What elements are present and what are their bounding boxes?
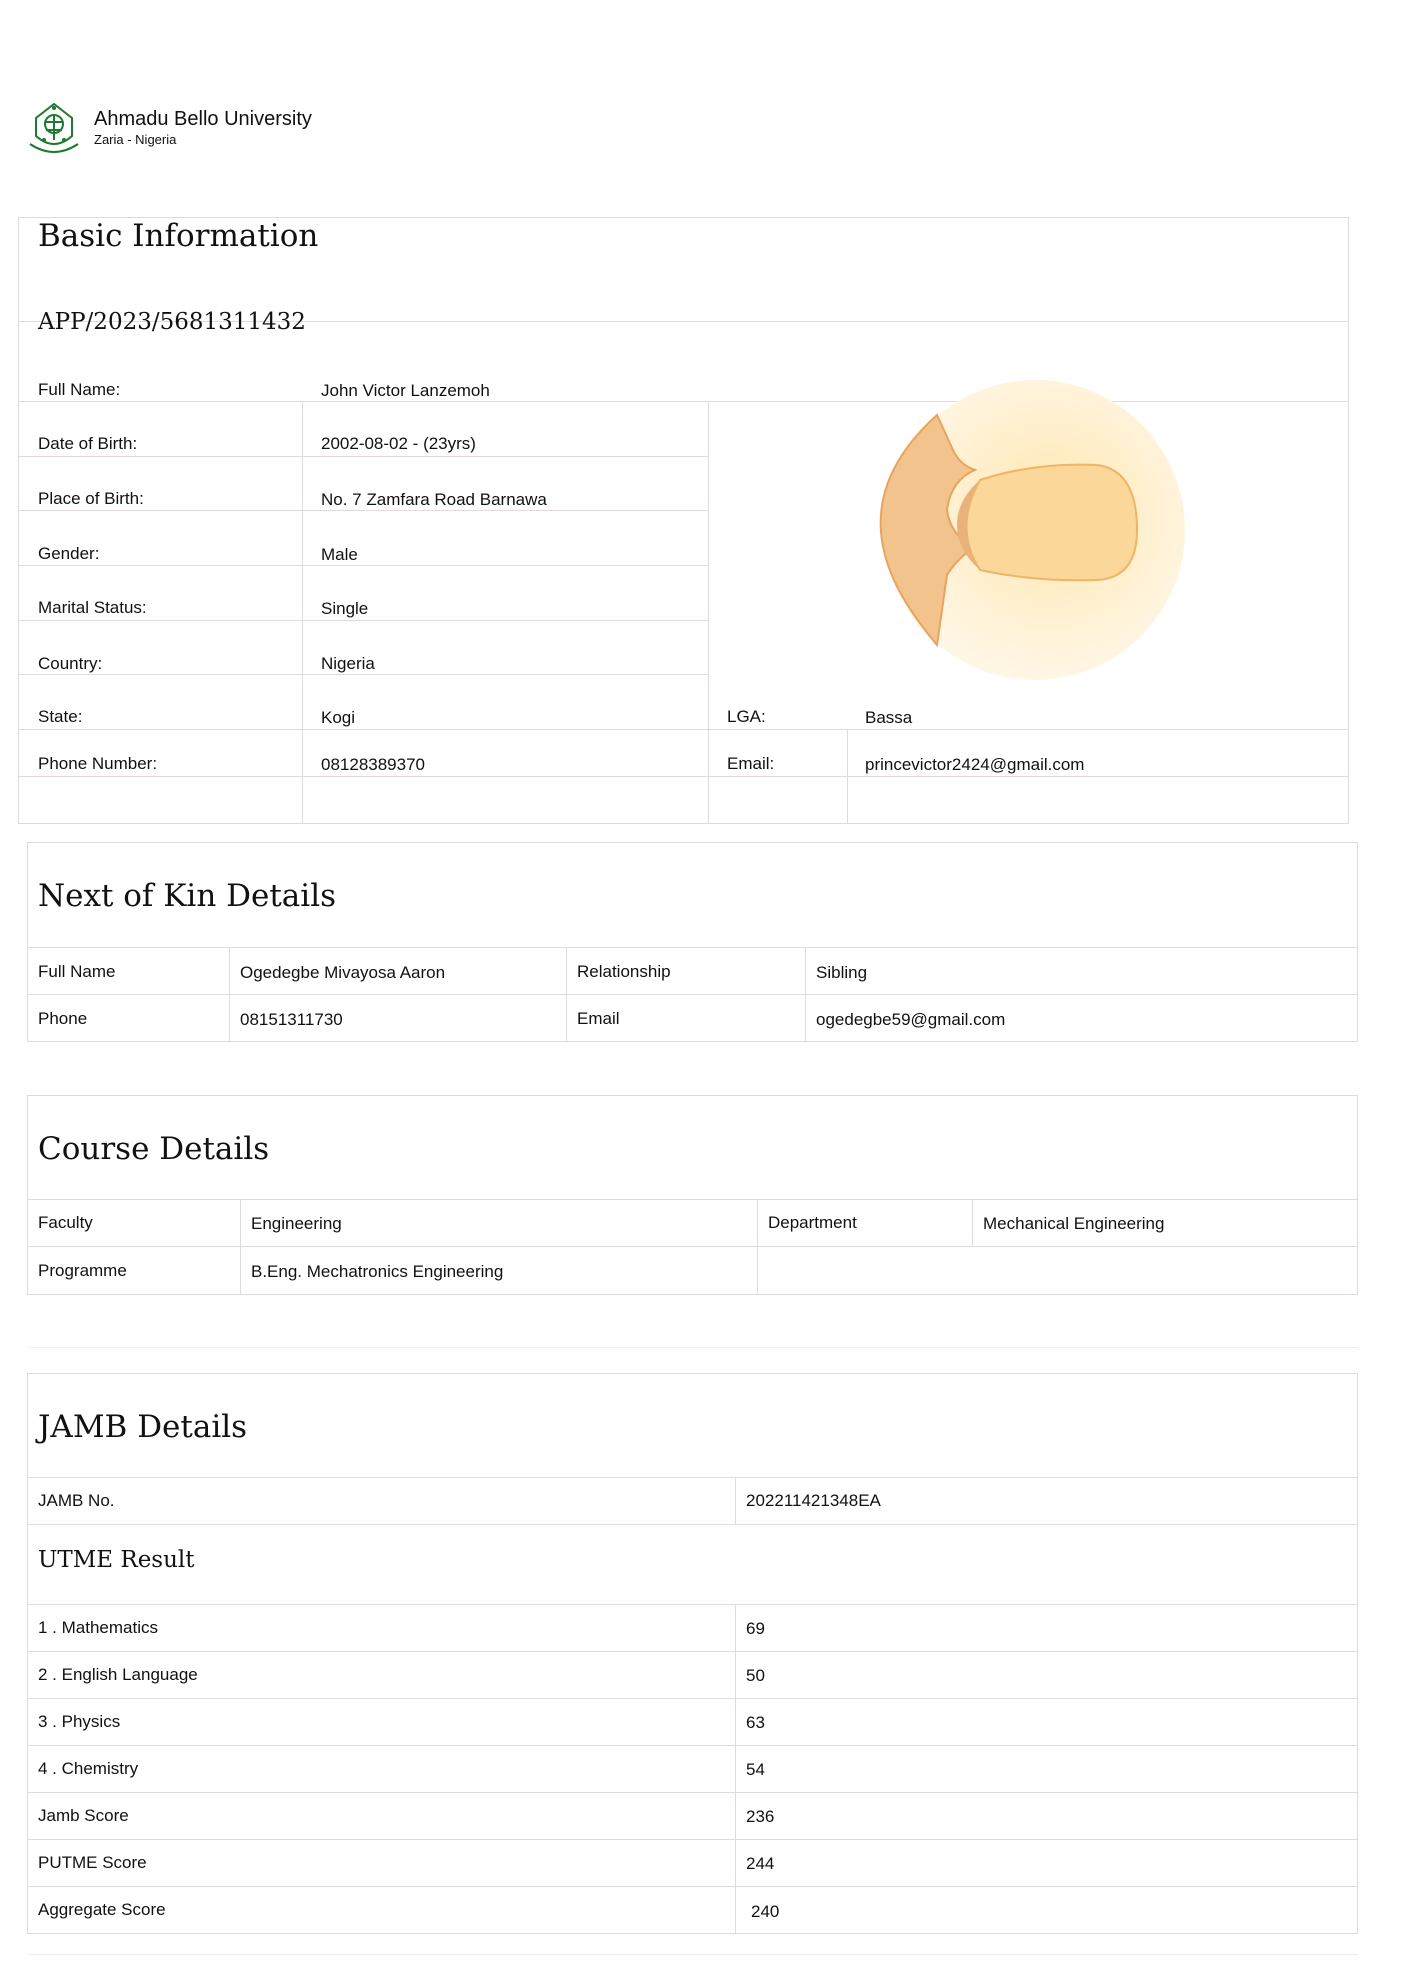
department-label: Department — [768, 1213, 857, 1232]
email-label: Email: — [727, 754, 775, 773]
jamb-details-section — [27, 1373, 1358, 1934]
lga-label: LGA: — [727, 707, 766, 726]
subject-mathematics-score: 69 — [746, 1619, 765, 1638]
email-value: princevictor2424@gmail.com — [865, 755, 1085, 774]
full-name-label: Full Name: — [38, 380, 121, 399]
nok-email-value: ogedegbe59@gmail.com — [816, 1010, 1006, 1029]
state-value: Kogi — [321, 708, 356, 727]
dob-value: 2002-08-02 - (23yrs) — [321, 434, 476, 453]
aggregate-score-label: Aggregate Score — [38, 1900, 166, 1919]
programme-value: B.Eng. Mechatronics Engineering — [251, 1262, 504, 1281]
university-location: Zaria - Nigeria — [94, 132, 177, 147]
phone-value: 08128389370 — [321, 755, 426, 774]
subject-mathematics-label: 1 . Mathematics — [38, 1618, 158, 1637]
course-details-section — [27, 1095, 1358, 1295]
gender-label: Gender: — [38, 544, 100, 563]
faculty-value: Engineering — [251, 1214, 342, 1233]
jamb-no-label: JAMB No. — [38, 1491, 115, 1510]
jamb-details-title: JAMB Details — [38, 1409, 248, 1445]
subject-chemistry-score: 54 — [746, 1760, 765, 1779]
lga-value: Bassa — [865, 708, 913, 727]
aggregate-score-value: 240 — [751, 1902, 780, 1921]
department-value: Mechanical Engineering — [983, 1214, 1165, 1233]
phone-label: Phone Number: — [38, 754, 158, 773]
marital-status-label: Marital Status: — [38, 598, 147, 617]
programme-label: Programme — [38, 1261, 127, 1280]
course-details-title: Course Details — [38, 1131, 270, 1167]
country-value: Nigeria — [321, 654, 375, 673]
nok-full-name-label: Full Name — [38, 962, 116, 981]
full-name-value: John Victor Lanzemoh — [321, 381, 490, 400]
subject-english-score: 50 — [746, 1666, 765, 1685]
basic-info-title: Basic Information — [38, 218, 319, 254]
putme-score-label: PUTME Score — [38, 1853, 147, 1872]
nok-relationship-label: Relationship — [577, 962, 671, 981]
nok-email-label: Email — [577, 1009, 620, 1028]
marital-status-value: Single — [321, 599, 369, 618]
nok-phone-value: 08151311730 — [240, 1010, 343, 1029]
dob-label: Date of Birth: — [38, 434, 138, 453]
jamb-score-value: 236 — [746, 1807, 775, 1826]
jamb-score-label: Jamb Score — [38, 1806, 129, 1825]
putme-score-value: 244 — [746, 1854, 775, 1873]
pob-label: Place of Birth: — [38, 489, 144, 508]
utme-result-title: UTME Result — [38, 1547, 195, 1573]
application-number: APP/2023/5681311432 — [38, 309, 306, 335]
page-header — [26, 100, 312, 156]
nok-full-name-value: Ogedegbe Mivayosa Aaron — [240, 963, 446, 982]
jamb-no-value: 202211421348EA — [746, 1491, 881, 1510]
nok-relationship-value: Sibling — [816, 963, 868, 982]
subject-physics-score: 63 — [746, 1713, 765, 1732]
nok-phone-label: Phone — [38, 1009, 88, 1028]
avatar-placeholder-icon — [875, 370, 1195, 690]
subject-physics-label: 3 . Physics — [38, 1712, 121, 1731]
faculty-label: Faculty — [38, 1213, 93, 1232]
next-of-kin-title: Next of Kin Details — [38, 878, 337, 914]
subject-english-label: 2 . English Language — [38, 1665, 198, 1684]
gender-value: Male — [321, 545, 358, 564]
state-label: State: — [38, 707, 83, 726]
next-of-kin-section — [27, 842, 1358, 1042]
pob-value: No. 7 Zamfara Road Barnawa — [321, 490, 547, 509]
country-label: Country: — [38, 654, 103, 673]
university-logo-icon — [26, 100, 82, 156]
university-name: Ahmadu Bello University — [94, 108, 312, 130]
subject-chemistry-label: 4 . Chemistry — [38, 1759, 139, 1778]
